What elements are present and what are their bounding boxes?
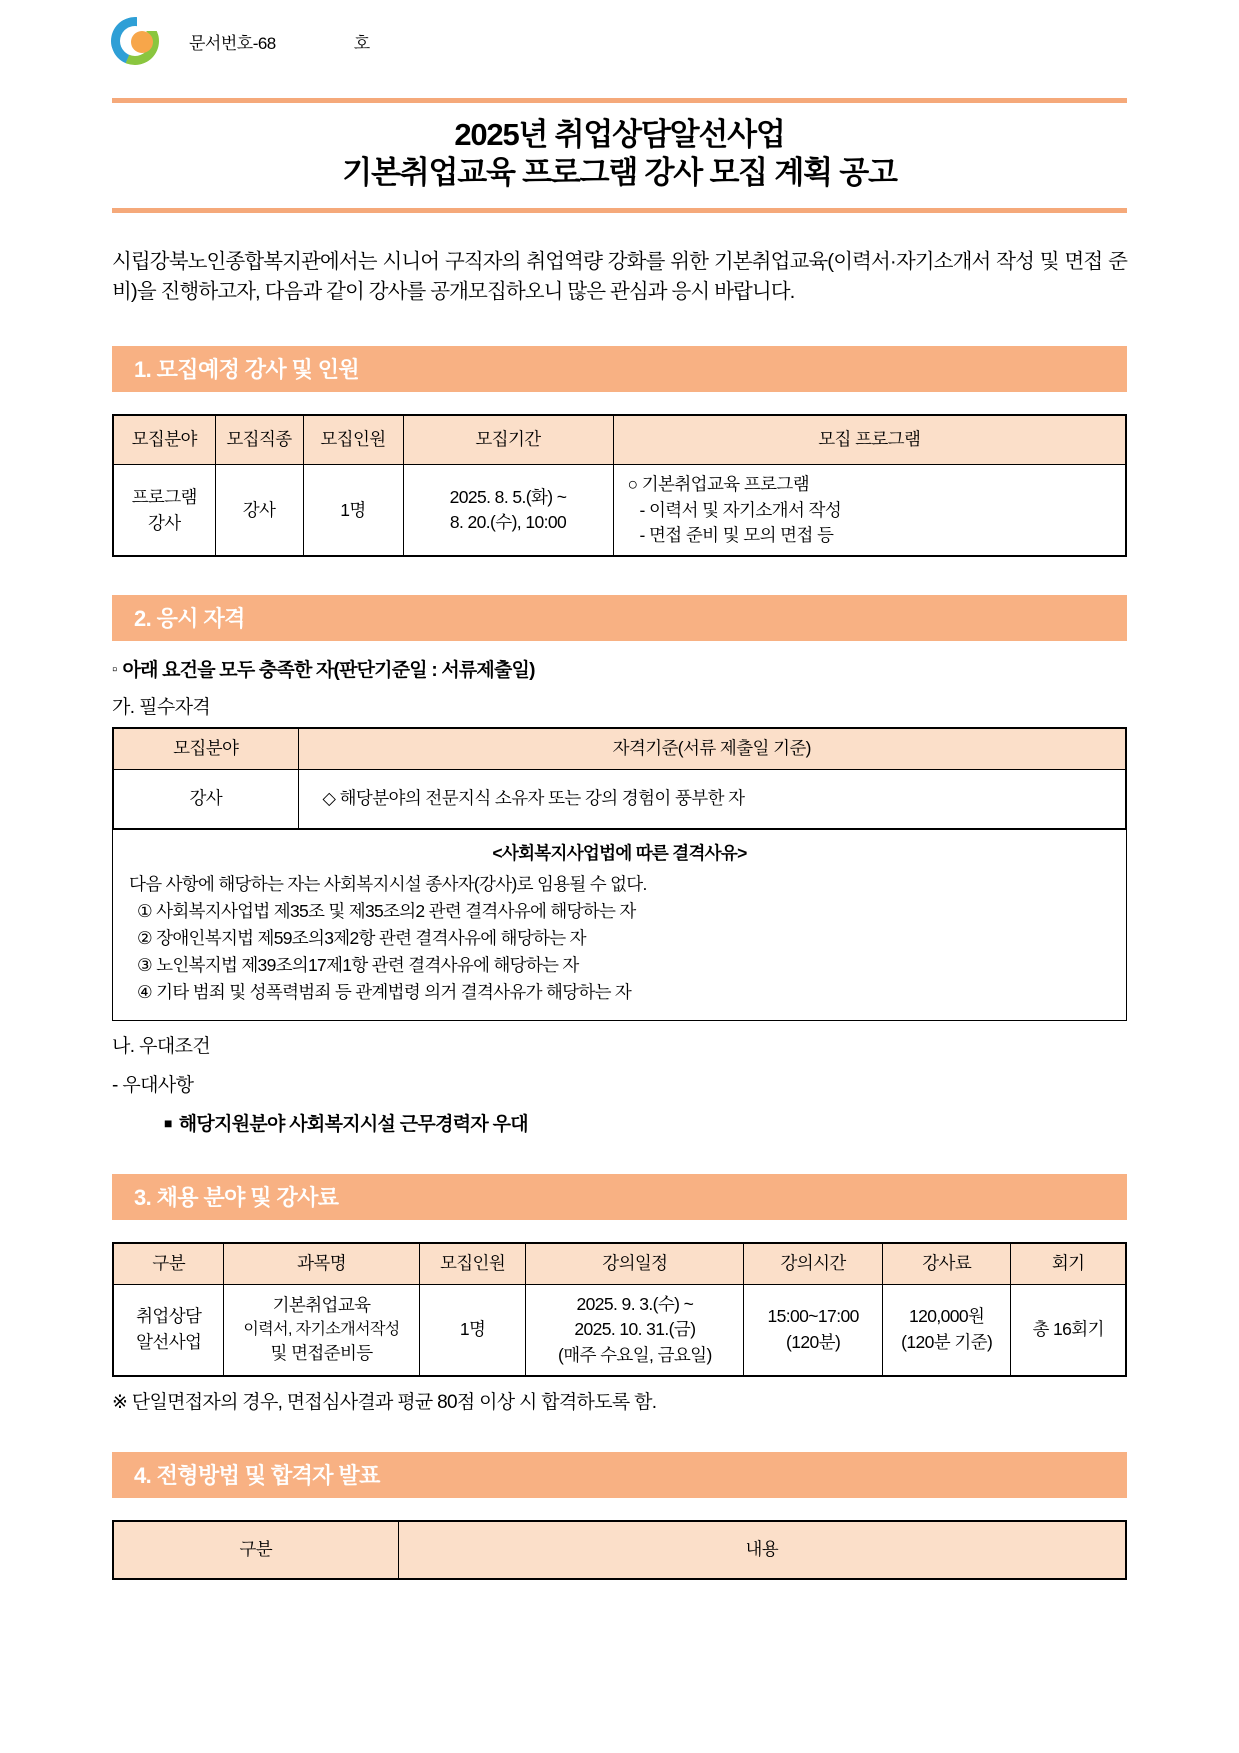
title-line-2: 기본취업교육 프로그램 강사 모집 계획 공고 [342, 154, 897, 190]
table-header-row [113, 415, 1126, 465]
course-fee-table [112, 1242, 1127, 1377]
th-count: 모집인원 [419, 1243, 526, 1284]
th-criteria: 자격기준(서류 제출일 기준) [298, 728, 1126, 769]
preference-item-text: 해당지원분야 사회복지시설 근무경력자 우대 [178, 1114, 528, 1136]
cell-period [403, 465, 613, 557]
section-heading-4: 4. 전형방법 및 합격자 발표 [112, 1452, 1127, 1498]
qualification-table [112, 727, 1127, 829]
th-division: 구분 [113, 1521, 398, 1579]
page-title [112, 98, 1127, 213]
disqualification-note [112, 830, 1127, 1022]
cell-fee [882, 1284, 1010, 1376]
section3-footnote: ※ 단일면접자의 경우, 면접심사결과 평균 80점 이상 시 합격하도록 함. [112, 1391, 657, 1413]
th-content: 내용 [398, 1521, 1126, 1579]
table-row [113, 465, 1126, 557]
section-heading-1: 1. 모집예정 강사 및 인원 [112, 346, 1127, 392]
note-item: ③ 노인복지법 제39조의17제1항 관련 결격사유에 해당하는 자 [137, 955, 579, 976]
th-subject: 과목명 [224, 1243, 419, 1284]
th-period: 모집기간 [403, 415, 613, 465]
table-header-row [113, 728, 1126, 769]
section-heading-3: 3. 채용 분야 및 강사료 [112, 1174, 1127, 1220]
cell-program [613, 465, 1126, 557]
section-heading-2: 2. 응시 자격 [112, 595, 1127, 641]
cell-field: 강사 [113, 769, 298, 829]
document-number: 문서번호-68 [189, 33, 276, 53]
eligibility-requirement-title [112, 655, 1127, 682]
subsection-label-b: 나. 우대조건 [112, 1036, 211, 1058]
cell-schedule-line3: (매주 수요일, 금요일) [558, 1344, 712, 1365]
th-fee: 강사료 [882, 1243, 1010, 1284]
cell-period-line2: 8. 20.(수), 10:00 [449, 512, 567, 533]
th-field: 모집분야 [113, 728, 298, 769]
th-program: 모집 프로그램 [613, 415, 1126, 465]
cell-division-line2: 알선사업 [136, 1331, 202, 1352]
table-header-row [113, 1243, 1126, 1284]
note-item: ① 사회복지사업법 제35조 및 제35조의2 관련 결격사유에 해당하는 자 [137, 900, 636, 921]
cell-job: 강사 [215, 465, 303, 557]
cell-division-line1: 취업상담 [136, 1306, 202, 1327]
th-time: 강의시간 [744, 1243, 883, 1284]
subsection-label-a: 가. 필수자격 [112, 697, 211, 719]
th-division: 구분 [113, 1243, 224, 1284]
cell-period-line1: 2025. 8. 5.(화) ~ [449, 486, 567, 507]
cell-program-line1: ○ 기본취업교육 프로그램 [627, 474, 810, 495]
preference-label: - 우대사항 [112, 1075, 194, 1097]
th-sessions: 회기 [1011, 1243, 1126, 1284]
cell-field [113, 465, 215, 557]
intro-paragraph: 시립강북노인종합복지관에서는 시니어 구직자의 취업역량 강화를 위한 기본취업교육(이력서·자기소개서 작성 및 면접 준비)을 진행하고자, 다음과 같이 강사를 공개모집하오니 많은 관심과 응시 바랍니다. [112, 249, 1127, 304]
square-bullet-icon: ▫ [112, 661, 117, 679]
document-number-suffix: 호 [353, 33, 371, 53]
note-item: ④ 기타 범죄 및 성폭력범죄 등 관계법령 의거 결격사유가 해당하는 자 [137, 982, 632, 1003]
recruitment-table [112, 414, 1127, 557]
cell-program-line3: - 면접 준비 및 모의 면접 등 [639, 524, 834, 545]
cell-count: 1명 [419, 1284, 526, 1376]
note-item: ② 장애인복지법 제59조의3제2항 관련 결격사유에 해당하는 자 [137, 928, 586, 948]
title-line-1: 2025년 취업상담알선사업 [454, 117, 785, 152]
cell-schedule [526, 1284, 744, 1376]
table-row [113, 769, 1126, 829]
preference-item [164, 1109, 1127, 1136]
cell-criteria: ◇ 해당분야의 전문지식 소유자 또는 강의 경험이 풍부한 자 [298, 769, 1126, 829]
cell-schedule-line2: 2025. 10. 31.(금) [574, 1319, 696, 1340]
cell-schedule-line1: 2025. 9. 3.(수) ~ [576, 1293, 694, 1314]
cell-subject-line2: 이력서, 자기소개서작성 [243, 1321, 400, 1339]
selection-method-table [112, 1520, 1127, 1580]
cell-field-line2: 강사 [147, 513, 181, 534]
table-header-row [113, 1521, 1126, 1579]
cell-time-line2: (120분) [786, 1331, 841, 1352]
cell-subject [224, 1284, 419, 1376]
cell-field-line1: 프로그램 [131, 486, 197, 507]
th-schedule: 강의일정 [526, 1243, 744, 1284]
th-count: 모집인원 [303, 415, 403, 465]
note-lead: 다음 사항에 해당하는 자는 사회복지시설 종사자(강사)로 임용될 수 없다. [129, 873, 647, 894]
cell-fee-line2: (120분 기준) [901, 1331, 993, 1352]
note-title: <사회복지사업법에 따른 결격사유> [492, 842, 747, 863]
organization-logo-icon [107, 15, 171, 67]
th-field: 모집분야 [113, 415, 215, 465]
cell-sessions: 총 16회기 [1011, 1284, 1126, 1376]
cell-subject-line1: 기본취업교육 [272, 1294, 371, 1315]
cell-division [113, 1284, 224, 1376]
cell-subject-line3: 및 면접준비등 [270, 1343, 373, 1364]
cell-count: 1명 [303, 465, 403, 557]
cell-fee-line1: 120,000원 [908, 1306, 985, 1327]
th-job: 모집직종 [215, 415, 303, 465]
cell-time-line1: 15:00~17:00 [767, 1306, 859, 1327]
eligibility-requirement-text: 아래 요건을 모두 충족한 자(판단기준일 : 서류제출일) [122, 660, 535, 682]
document-header [107, 10, 1127, 72]
cell-program-line2: - 이력서 및 자기소개서 작성 [639, 499, 842, 520]
cell-time [744, 1284, 883, 1376]
filled-square-bullet-icon: ■ [164, 1115, 172, 1132]
table-row [113, 1284, 1126, 1376]
